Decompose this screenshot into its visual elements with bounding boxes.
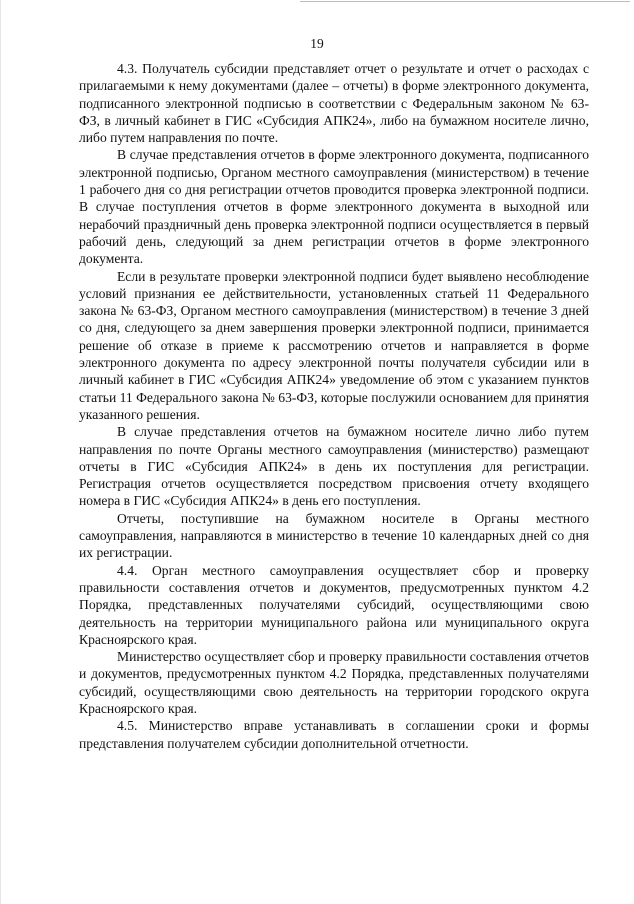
page-number: 19 — [310, 36, 324, 51]
scan-edge — [0, 0, 1, 904]
scan-top-line — [300, 1, 630, 2]
paragraph-signature-invalid: Если в результате проверки электронной подписи будет выявлено несоблюдение условий признания ее действительности, установленных статьей 11 Федерального закона № 63-ФЗ, Органом местного самоуправления (министерством) в течение 3 дней со дня, следующего за днем завершения проверки электронной подписи, принимается решение об отказе в приеме к рассмотрению отчетов и направляется в форме электронного документа по адресу электронной почты получателя субсидии или в личный кабинет в ГИС «Субсидия АПК24» уведомление об этом с указанием пунктов статьи 11 Федерального закона № 63-ФЗ, которые послужили основанием для принятия указанного решения. — [79, 268, 589, 422]
paragraph-electronic-check: В случае представления отчетов в форме электронного документа, подписанного электронной подписью, Органом местного самоуправления (министерством) в течение 1 рабочего дня со дня регистрации отчетов проводится проверка электронной подписи. В случае поступления отчетов в форме электронного документа в выходной или нерабочий праздничный день проверка электронной подписи осуществляется в первый рабочий день, следующий за днем регистрации отчетов в форме электронного документа. — [79, 147, 589, 267]
paragraph-4-4: 4.4. Орган местного самоуправления осуществляет сбор и проверку правильности составления отчетов и документов, предусмотренных пунктом 4.2 Порядка, представленных получателями субсидий, осуществляющими свою деятельность на территории муниципального района или муниципального округа Красноярского края. — [79, 562, 589, 647]
paragraph-4-3: 4.3. Получатель субсидии представляет отчет о результате и отчет о расходах с прилагаемыми к нему документами (далее – отчеты) в форме электронного документа, подписанного электронной подписью в соответствии с Федеральным законом № 63-ФЗ, в личный кабинет в ГИС «Субсидия АПК24», либо на бумажном носителе лично, либо путем направления по почте. — [79, 61, 589, 146]
paragraph-ministry-check: Министерство осуществляет сбор и проверку правильности составления отчетов и документов, предусмотренных пунктом 4.2 Порядка, представленных получателями субсидий, осуществляющими свою деятельность на территории городского округа Красноярского края. — [79, 649, 589, 716]
paragraph-paper-submission: В случае представления отчетов на бумажном носителе лично либо путем направления по почте Органы местного самоуправления (министерство) размещают отчеты в ГИС «Субсидия АПК24» в день их поступления для регистрации. Регистрация отчетов осуществляется посредством присвоения отчету входящего номера в ГИС «Субсидия АПК24» в день его поступления. — [79, 424, 589, 509]
paragraph-4-5: 4.5. Министерство вправе устанавливать в соглашении сроки и формы представления получателем субсидии дополнительной отчетности. — [79, 718, 589, 751]
document-body — [79, 60, 589, 752]
paragraph-paper-forwarding: Отчеты, поступившие на бумажном носителе в Органы местного самоуправления, направляются в министерство в течение 10 календарных дней со дня их регистрации. — [79, 510, 589, 561]
